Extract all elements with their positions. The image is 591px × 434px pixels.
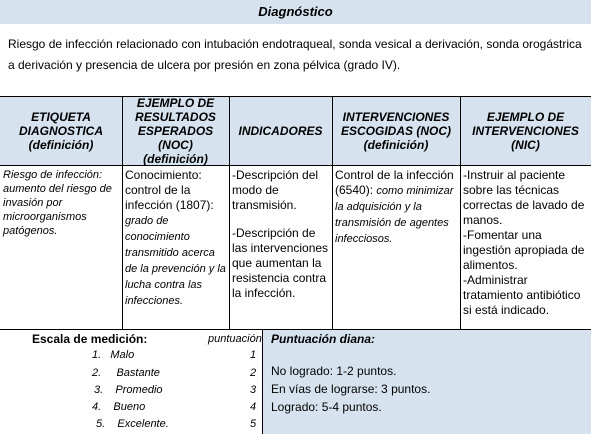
header-noc <box>122 96 229 166</box>
header-etiqueta-label: ETIQUETA DIAGNOSTICA <box>19 110 103 138</box>
scale-item: 5. Excelente. <box>96 418 169 430</box>
header-intervenciones <box>332 96 460 166</box>
nic-item-3: -Administrar tratamiento antibiótico si está indicado. <box>463 273 581 317</box>
scale-score: 2 <box>250 367 257 379</box>
intervencion-definition: como minimizar la adquisición y la transmisión de agentes infecciosos. <box>335 185 454 245</box>
cell-nic <box>460 166 591 329</box>
scale-score-header: puntuación <box>208 333 262 345</box>
target-line: En vías de lograrse: 3 puntos. <box>271 382 431 396</box>
cell-noc <box>122 166 229 329</box>
header-noc-label: EJEMPLO DE RESULTADOS ESPERADOS (NOC) <box>135 96 216 152</box>
target-line: Logrado: 5-4 puntos. <box>271 400 382 414</box>
scale-item: 2. Bastante <box>92 367 160 379</box>
cell-intervenciones <box>332 166 460 329</box>
scale-score: 4 <box>250 401 257 413</box>
header-nic <box>460 96 591 166</box>
indicador-1: -Descripción del modo de transmisión. <box>232 168 319 212</box>
scale-score: 1 <box>250 349 257 361</box>
column-divider <box>122 96 123 329</box>
table-title: Diagnóstico <box>0 0 591 25</box>
scale-title: Escala de medición: <box>32 332 148 346</box>
header-intervenciones-sub: (definición) <box>363 138 429 152</box>
cell-etiqueta: Riesgo de infección: aumento del riesgo de invasión por microorganismos patógenos. <box>0 166 122 329</box>
intervencion-title: Control de la infección (6540): <box>335 168 454 197</box>
cell-noc-title: Conocimiento: control de la infección (1807): <box>125 168 214 212</box>
nic-item-1: -Instruir al paciente sobre las técnicas correctas de lavado de manos. <box>463 168 585 227</box>
scale-item: 4. Bueno <box>92 401 146 413</box>
header-indicadores <box>229 96 332 166</box>
header-intervenciones-label: INTERVENCIONES ESCOGIDAS (NOC) <box>340 110 451 138</box>
header-etiqueta-sub: (definición) <box>28 138 94 152</box>
indicador-2: -Descripción de las intervenciones que aumentan la resistencia contra la infección. <box>232 226 329 300</box>
cell-noc-definition: grado de conocimiento transmitido acerca de la prevención y la lucha contra las infecciones. <box>125 215 226 307</box>
header-indicadores-label: INDICADORES <box>238 124 323 138</box>
column-divider <box>332 96 333 329</box>
scale-score: 3 <box>250 384 257 396</box>
cell-indicadores <box>229 166 332 329</box>
target-score <box>262 329 591 434</box>
header-nic-label: EJEMPLO DE INTERVENCIONES (NIC) <box>472 110 579 152</box>
header-etiqueta <box>0 96 122 166</box>
column-divider <box>229 96 230 329</box>
scale-item: 3. Promedio <box>94 384 163 396</box>
target-line: No logrado: 1-2 puntos. <box>271 364 397 378</box>
nic-item-2: -Fomentar una ingestión apropiada de alimentos. <box>463 228 585 272</box>
column-divider <box>460 96 461 329</box>
diagnosis-text: Riesgo de infección relacionado con intubación endotraqueal, sonda vesical a derivación, sonda orogástrica a derivación y presencia de ulcera por presión en zona pélvica (grado IV). <box>0 24 591 96</box>
scale-item: 1. Malo <box>92 349 135 361</box>
measurement-scale <box>0 329 262 434</box>
target-title: Puntuación diana: <box>271 332 376 346</box>
header-noc-sub: (definición) <box>143 152 208 166</box>
scale-score: 5 <box>250 418 257 430</box>
